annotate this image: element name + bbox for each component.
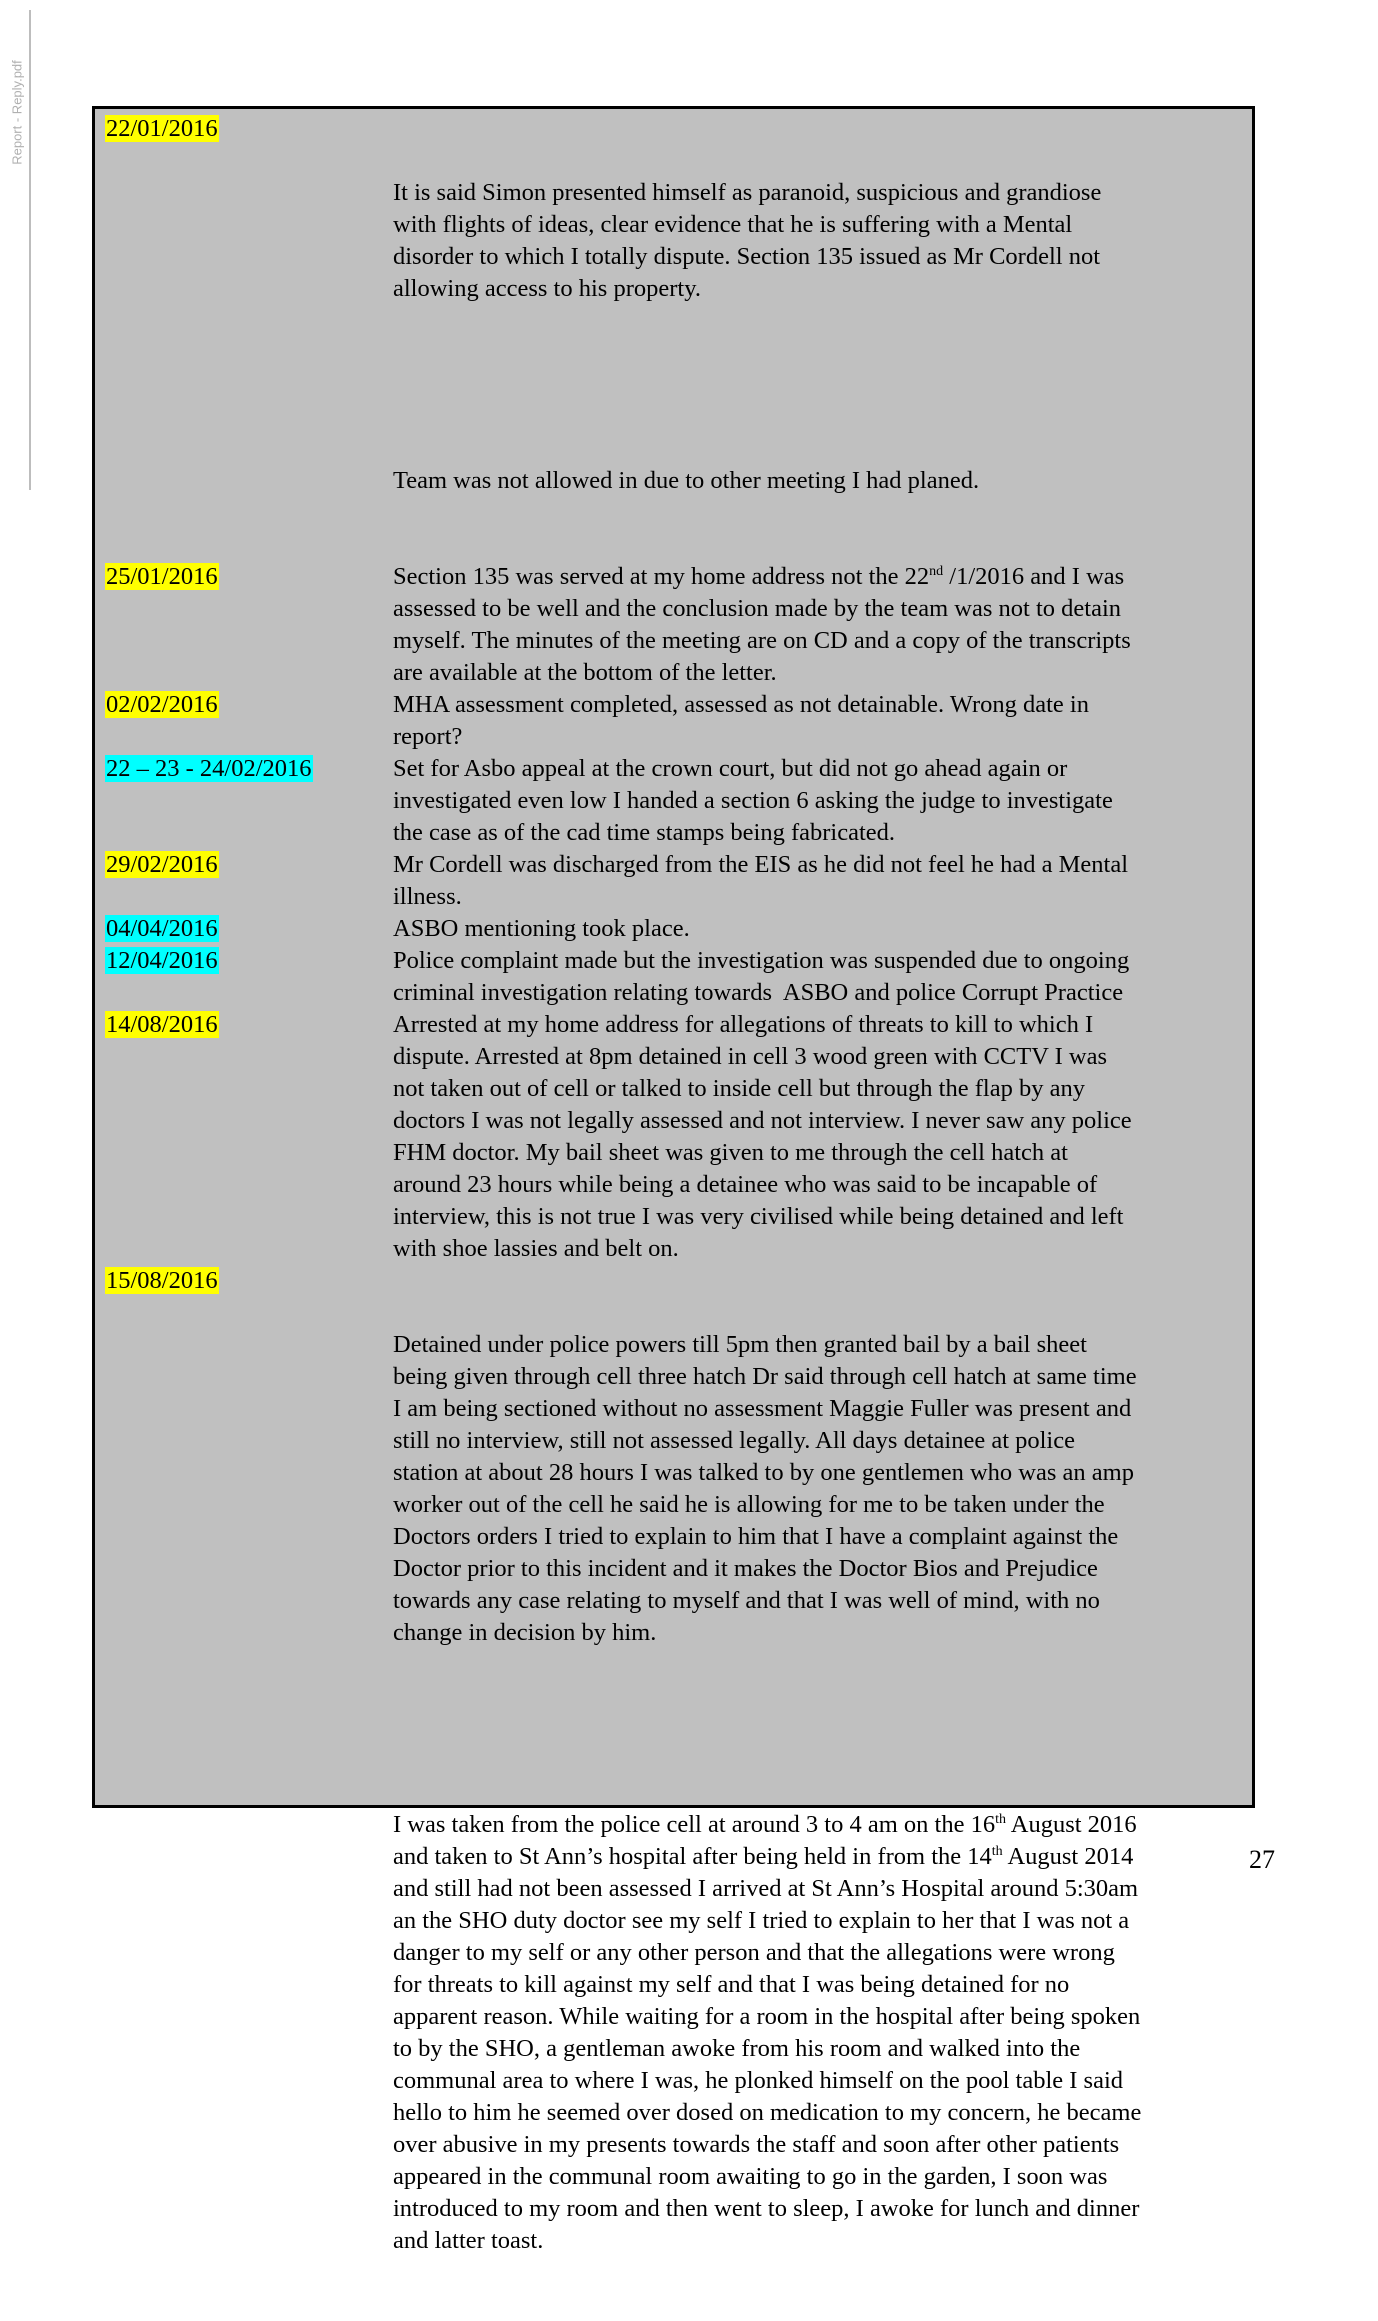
- pdf-filename-label: [2, 40, 25, 190]
- entry-text: Set for Asbo appeal at the crown court, but did not go ahead again or investigated even low I handed a section 6 asking the judge to investigate the case as of the cad time stamps being fabricated.: [393, 755, 1113, 846]
- table-row: [105, 1009, 1242, 1265]
- pdf-filename-text: Report - Reply.pdf: [9, 60, 25, 165]
- table-row: [105, 561, 1242, 689]
- entry-paragraph: It is said Simon presented himself as paranoid, suspicious and grandiose with flights of ideas, clear evidence that he is suffering with a Mental disorder to which I totally dispute. Section 135 issued as Mr Cordell not allowing access to his property.: [393, 179, 1102, 302]
- entry-text-part: August 2016 and taken to St Ann’s hospital after being held in from the 14: [393, 1811, 1137, 1870]
- table-row: [105, 945, 1242, 1009]
- entry-date: 22/01/2016: [106, 115, 218, 142]
- entry-text: [393, 1265, 1242, 2321]
- entry-date: 14/08/2016: [106, 1011, 218, 1038]
- table-row: [105, 689, 1242, 753]
- entry-date: 12/04/2016: [106, 947, 218, 974]
- entry-text: Police complaint made but the investigation was suspended due to ongoing criminal investigation relating towards ASBO and police Corrupt Practice: [393, 947, 1130, 1006]
- entry-date: 25/01/2016: [106, 563, 218, 590]
- table-row: [105, 913, 1242, 945]
- entry-text: [393, 113, 1242, 561]
- entry-text: ASBO mentioning took place.: [393, 915, 690, 942]
- entry-text: Mr Cordell was discharged from the EIS as he did not feel he had a Mental illness.: [393, 851, 1129, 910]
- page-number: 27: [1249, 1845, 1275, 1874]
- entry-text-part: I was taken from the police cell at around 3 to 4 am on the 16: [393, 1811, 996, 1838]
- entry-text-part: August 2014 and still had not been assessed I arrived at St Ann’s Hospital around 5:30am an the SHO duty doctor see my self I tried to explain to her that I was not a danger to my self or any other person and that the allegations were wrong for threats to kill against my self and that I was being detained for no apparent reason. While waiting for a room in the hospital after being spoken to by the SHO, a gentleman awoke from his room and walked into the communal area to where I was, he plonked himself on the pool table I said hello to him he seemed over dosed on medication to my concern, he became over abusive in my presents towards the staff and soon after other patients appeared in the communal room awaiting to go in the garden, I soon was introduced to my room and then went to sleep, I awoke for lunch and dinner and latter toast.: [393, 1843, 1142, 2254]
- entry-date: 29/02/2016: [106, 851, 218, 878]
- entry-date: 04/04/2016: [106, 915, 218, 942]
- entry-text-part: /1/2016 and I was assessed to be well and the conclusion made by the team was not to detain myself. The minutes of the meeting are on CD and a copy of the transcripts are available at the bottom of the letter.: [393, 563, 1131, 686]
- table-row: [105, 849, 1242, 913]
- entry-text: MHA assessment completed, assessed as not detainable. Wrong date in report?: [393, 691, 1089, 750]
- timeline-table: [92, 106, 1255, 2254]
- table-row: [105, 1265, 1242, 2321]
- entry-date: 15/08/2016: [106, 1267, 218, 1294]
- table-row: [105, 753, 1242, 849]
- entry-paragraph: Team was not allowed in due to other meeting I had planed.: [393, 467, 980, 494]
- entry-paragraph: [393, 1809, 1242, 2257]
- entry-date: 22 – 23 - 24/02/2016: [106, 755, 312, 782]
- ordinal-suffix: nd: [929, 563, 944, 579]
- entry-date: 02/02/2016: [106, 691, 218, 718]
- entry-paragraph: Detained under police powers till 5pm then granted bail by a bail sheet being given through cell three hatch Dr said through cell hatch at same time I am being sectioned without no assessment Maggie Fuller was present and still no interview, still not assessed legally. All days detainee at police station at about 28 hours I was talked to by one gentlemen who was an amp worker out of the cell he said he is allowing for me to be taken under the Doctors orders I tried to explain to him that I have a complaint against the Doctor prior to this incident and it makes the Doctor Bios and Prejudice towards any case relating to myself and that I was well of mind, with no change in decision by him.: [393, 1331, 1137, 1646]
- entry-text: [393, 561, 1242, 689]
- sidebar-divider: [29, 10, 31, 490]
- entry-text: Arrested at my home address for allegations of threats to kill to which I dispute. Arrested at 8pm detained in cell 3 wood green with CCTV I was not taken out of cell or talked to inside cell but through the flap by any doctors I was not legally assessed and not interview. I never saw any police FHM doctor. My bail sheet was given to me through the cell hatch at around 23 hours while being a detainee who was said to be incapable of interview, this is not true I was very civilised while being detained and left with shoe lassies and belt on.: [393, 1011, 1132, 1262]
- entry-text-part: Section 135 was served at my home address not the 22: [393, 563, 930, 590]
- table-row: [105, 113, 1242, 561]
- ordinal-suffix: th: [995, 1811, 1006, 1827]
- ordinal-suffix: th: [991, 1843, 1003, 1859]
